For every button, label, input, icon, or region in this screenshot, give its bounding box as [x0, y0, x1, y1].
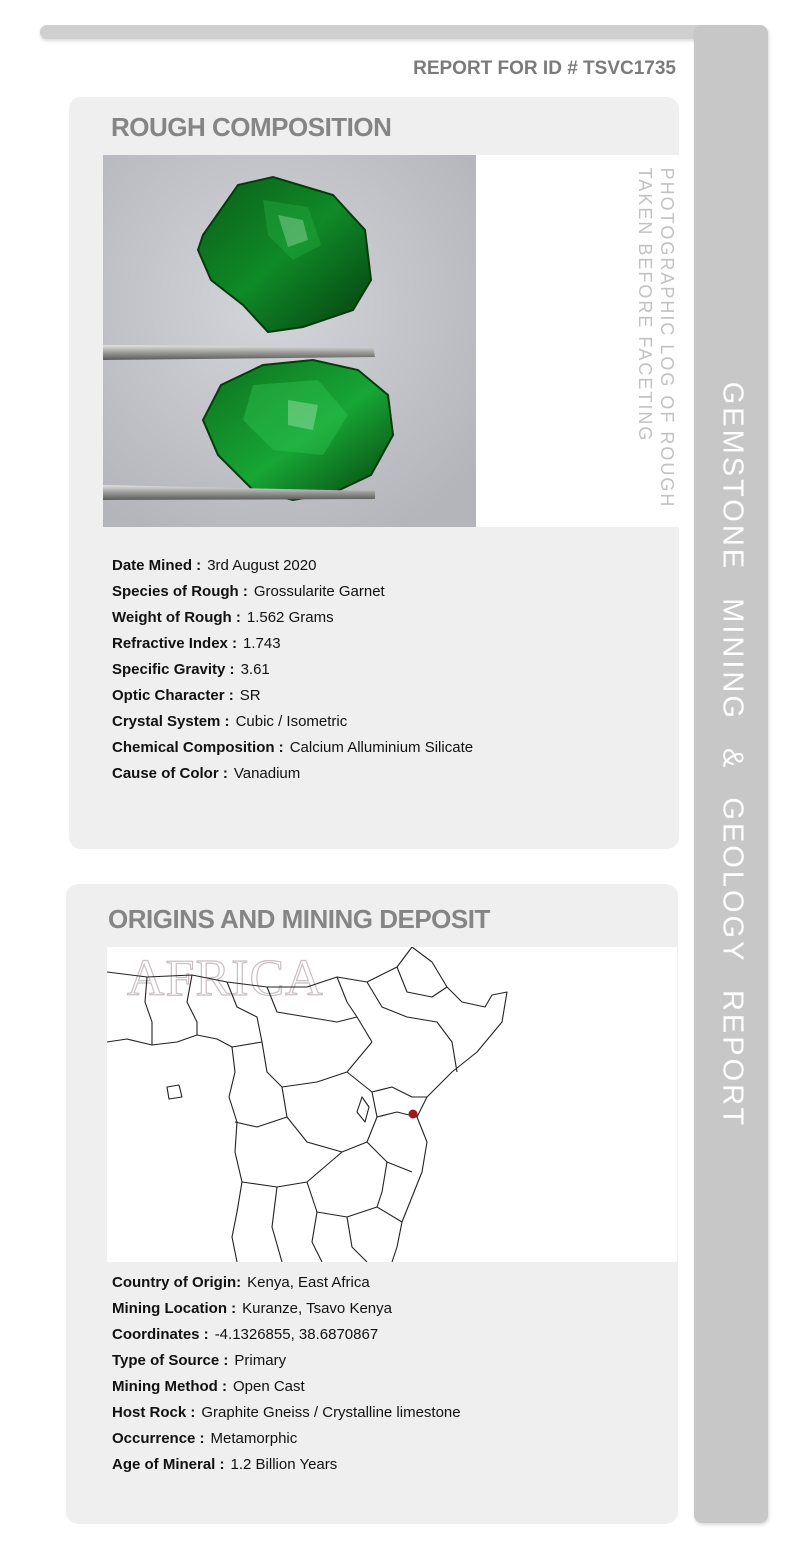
africa-map — [107, 947, 677, 1262]
detail-value: 1.2 Billion Years — [230, 1456, 338, 1473]
detail-label: Occurrence : — [112, 1430, 205, 1447]
detail-value: 3rd August 2020 — [207, 557, 317, 574]
detail-value: Open Cast — [232, 1378, 305, 1395]
africa-map-drawing — [107, 947, 677, 1262]
detail-row — [112, 683, 473, 709]
map-label: AFRICA — [127, 950, 324, 1007]
detail-label: Crystal System : — [112, 713, 230, 730]
detail-value: Kuranze, Tsavo Kenya — [242, 1300, 392, 1317]
detail-row — [112, 579, 473, 605]
detail-value: Kenya, East Africa — [247, 1274, 370, 1291]
detail-value: Cubic / Isometric — [235, 713, 348, 730]
detail-row — [112, 1374, 461, 1400]
rough-photo — [103, 155, 476, 527]
detail-value: Graphite Gneiss / Crystalline limestone — [201, 1404, 461, 1421]
origin-details — [112, 1270, 461, 1478]
detail-label: Species of Rough : — [112, 583, 248, 600]
detail-label: Refractive Index : — [112, 635, 238, 652]
detail-label: Chemical Composition : — [112, 739, 284, 756]
side-title-text: GEMSTONE MINING & GEOLOGY REPORT — [716, 381, 749, 1129]
detail-row — [112, 735, 473, 761]
detail-value: SR — [239, 687, 261, 704]
detail-value: Metamorphic — [210, 1430, 298, 1447]
detail-label: Coordinates : — [112, 1326, 209, 1343]
photo-caption-line-1: PHOTOGRAPHIC LOG OF ROUGH — [657, 167, 677, 509]
detail-value: Vanadium — [233, 765, 301, 782]
detail-row — [112, 1400, 461, 1426]
detail-value: Primary — [234, 1352, 287, 1369]
detail-label: Cause of Color : — [112, 765, 228, 782]
detail-value: 1.743 — [243, 635, 281, 652]
detail-value: -4.1326855, 38.6870867 — [214, 1326, 379, 1343]
detail-row — [112, 1452, 461, 1478]
detail-label: Host Rock : — [112, 1404, 196, 1421]
detail-label: Type of Source : — [112, 1352, 229, 1369]
detail-value: 1.562 Grams — [246, 609, 334, 626]
detail-row — [112, 605, 473, 631]
rough-details — [112, 553, 473, 787]
detail-label: Specific Gravity : — [112, 661, 235, 678]
detail-label: Weight of Rough : — [112, 609, 241, 626]
photo-caption-line-2: TAKEN BEFORE FACETING — [635, 167, 655, 443]
detail-value: Calcium Alluminium Silicate — [289, 739, 474, 756]
detail-label: Age of Mineral : — [112, 1456, 225, 1473]
top-band — [40, 25, 760, 39]
detail-row — [112, 1270, 461, 1296]
detail-label: Mining Method : — [112, 1378, 227, 1395]
detail-value: Grossularite Garnet — [253, 583, 385, 600]
mining-location-marker — [409, 1110, 418, 1119]
detail-row — [112, 1322, 461, 1348]
detail-row — [112, 1426, 461, 1452]
detail-row — [112, 657, 473, 683]
detail-label: Country of Origin: — [112, 1274, 242, 1291]
detail-label: Date Mined : — [112, 557, 202, 574]
detail-row — [112, 631, 473, 657]
origins-heading: ORIGINS AND MINING DEPOSIT — [108, 904, 490, 934]
detail-row — [112, 1348, 461, 1374]
detail-row — [112, 709, 473, 735]
detail-row — [112, 553, 473, 579]
rough-composition-heading: ROUGH COMPOSITION — [111, 112, 392, 142]
detail-row — [112, 761, 473, 787]
detail-label: Optic Character : — [112, 687, 234, 704]
detail-row — [112, 1296, 461, 1322]
report-id: REPORT FOR ID # TSVC1735 — [413, 58, 676, 79]
detail-value: 3.61 — [240, 661, 270, 678]
detail-label: Mining Location : — [112, 1300, 237, 1317]
rough-photo-drawing — [103, 155, 476, 527]
